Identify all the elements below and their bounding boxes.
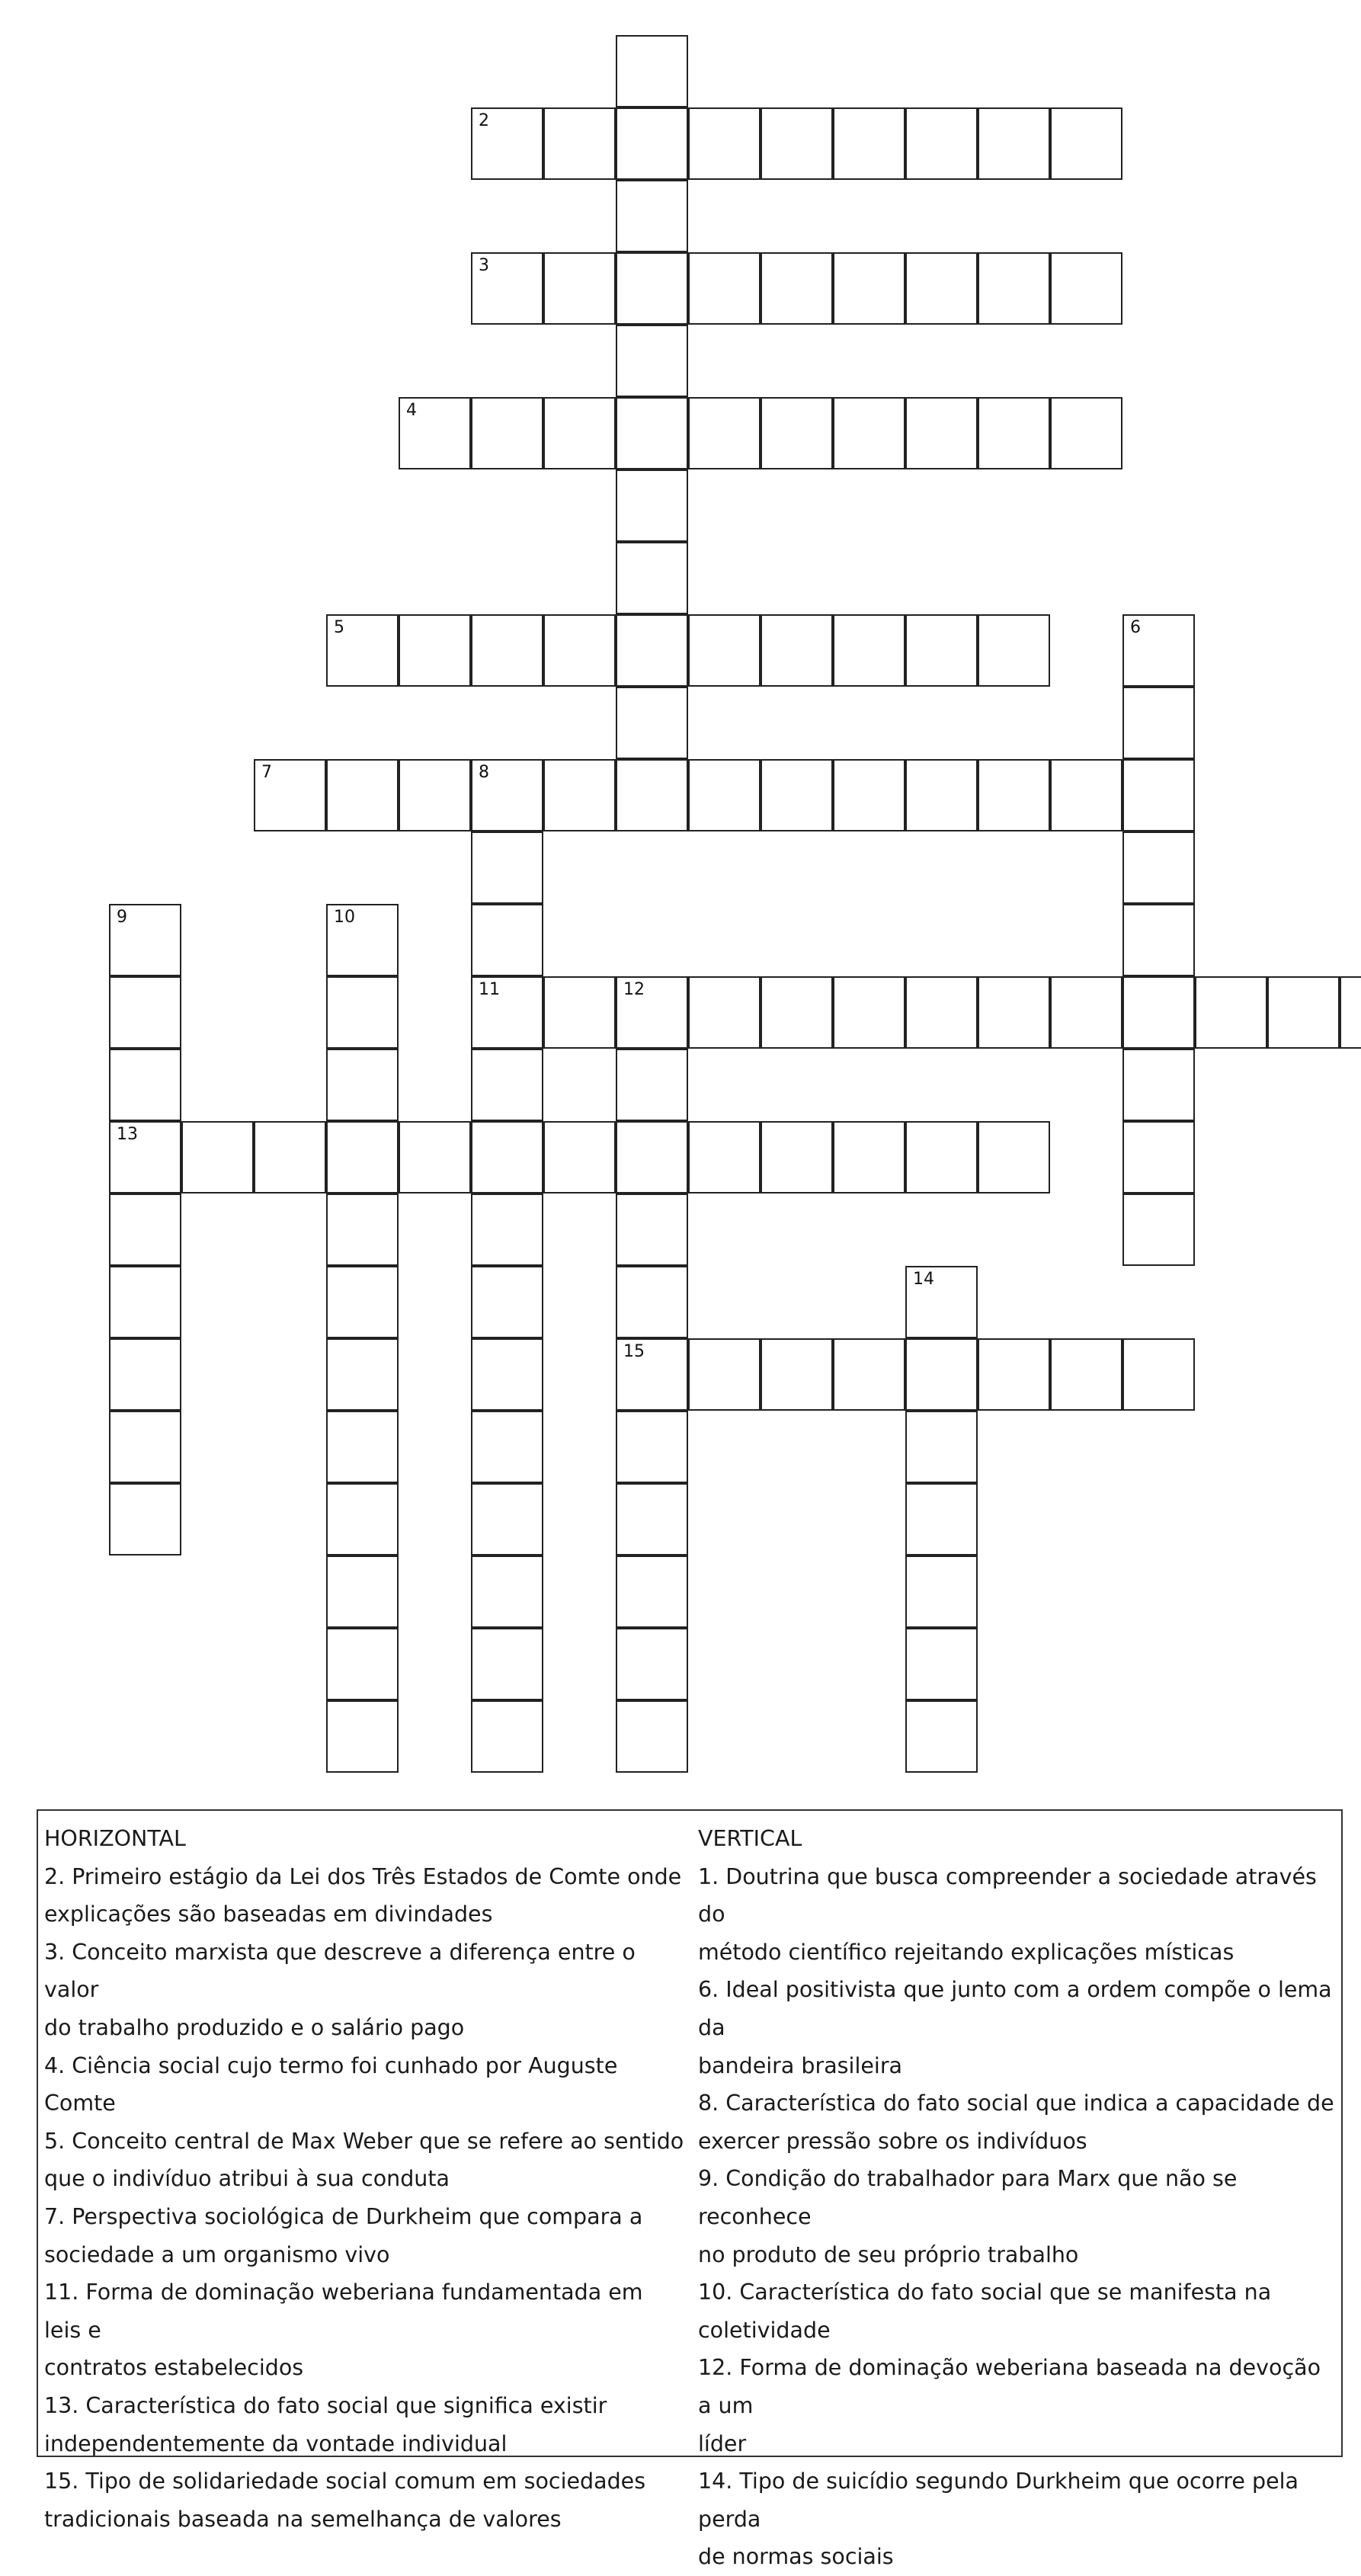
clue-line: 8. Característica do fato social que indica a capacidade de	[698, 2091, 1334, 2116]
grid-cell[interactable]	[761, 1121, 833, 1193]
grid-cell[interactable]	[905, 397, 978, 469]
clue-line: sociedade a um organismo vivo	[44, 2241, 390, 2267]
clue-number: 13	[117, 1125, 138, 1144]
grid-cell[interactable]	[688, 107, 761, 180]
grid-cell[interactable]	[905, 1338, 978, 1411]
clue-line: 12. Forma de dominação weberiana baseada na devoção a um	[698, 2355, 1321, 2418]
grid-cell[interactable]	[761, 107, 833, 180]
grid-cell[interactable]	[1050, 759, 1122, 831]
grid-cell[interactable]	[326, 1628, 399, 1700]
grid-cell[interactable]	[326, 759, 399, 831]
grid-cell[interactable]	[1122, 687, 1195, 759]
grid-cell[interactable]	[109, 1193, 181, 1266]
grid-cell[interactable]	[254, 1121, 326, 1193]
grid-cell[interactable]	[326, 1411, 399, 1483]
grid-cell[interactable]	[399, 614, 471, 687]
grid-cell[interactable]	[688, 252, 761, 325]
grid-cell[interactable]	[616, 687, 688, 759]
grid-cell[interactable]	[109, 1266, 181, 1338]
grid-cell[interactable]	[399, 397, 471, 469]
clue-number: 2	[479, 111, 489, 130]
grid-cell[interactable]	[833, 252, 905, 325]
grid-cell[interactable]	[905, 976, 978, 1049]
grid-cell[interactable]	[326, 1483, 399, 1556]
grid-cell[interactable]	[616, 252, 688, 325]
clue-line: 10. Característica do fato social que se manifesta na	[698, 2280, 1272, 2305]
grid-cell[interactable]	[905, 1266, 978, 1338]
grid-cell[interactable]	[1050, 1338, 1122, 1411]
grid-cell[interactable]	[1122, 976, 1195, 1049]
grid-cell[interactable]	[905, 1411, 978, 1483]
grid-cell[interactable]	[761, 252, 833, 325]
grid-cell[interactable]	[471, 831, 543, 904]
grid-cell[interactable]	[471, 107, 543, 180]
grid-cell[interactable]	[833, 976, 905, 1049]
grid-cell[interactable]	[471, 759, 543, 831]
clue-line: independentemente da vontade individual	[44, 2430, 508, 2456]
grid-cell[interactable]	[616, 35, 688, 107]
grid-cell[interactable]	[616, 759, 688, 831]
grid-cell[interactable]	[616, 1411, 688, 1483]
clue-line: 14. Tipo de suicídio segundo Durkheim que ocorre pela perda	[698, 2469, 1299, 2532]
grid-cell[interactable]	[1122, 614, 1195, 687]
grid-cell[interactable]	[1340, 976, 1361, 1049]
grid-cell[interactable]	[399, 759, 471, 831]
clue-number: 11	[479, 980, 500, 999]
clue-box	[37, 1809, 1343, 2570]
grid-cell[interactable]	[471, 252, 543, 325]
grid-cell[interactable]	[471, 397, 543, 469]
clue-number: 9	[117, 908, 127, 927]
grid-cell[interactable]	[109, 1483, 181, 1556]
grid-cell[interactable]	[399, 1121, 471, 1193]
grid-cell[interactable]	[616, 180, 688, 252]
grid-cell[interactable]	[471, 1700, 543, 1773]
grid-cell[interactable]	[833, 1338, 905, 1411]
grid-cell[interactable]	[688, 614, 761, 687]
grid-cell[interactable]	[616, 1193, 688, 1266]
grid-cell[interactable]	[471, 1121, 543, 1193]
grid-cell[interactable]	[543, 759, 616, 831]
grid-cell[interactable]	[471, 1049, 543, 1121]
grid-cell[interactable]	[1050, 397, 1122, 469]
clue-line: contratos estabelecidos	[44, 2355, 304, 2381]
grid-cell[interactable]	[616, 1628, 688, 1700]
grid-cell[interactable]	[326, 1049, 399, 1121]
grid-cell[interactable]	[326, 1556, 399, 1628]
grid-cell[interactable]	[471, 1193, 543, 1266]
grid-cell[interactable]	[543, 614, 616, 687]
grid-cell[interactable]	[1267, 976, 1340, 1049]
grid-cell[interactable]	[761, 614, 833, 687]
grid-cell[interactable]	[616, 542, 688, 614]
grid-cell[interactable]	[254, 759, 326, 831]
grid-cell[interactable]	[688, 1338, 761, 1411]
grid-cell[interactable]	[326, 904, 399, 976]
grid-cell[interactable]	[109, 1049, 181, 1121]
grid-cell[interactable]	[1122, 1193, 1195, 1266]
clue-line: de normas sociais	[698, 2544, 894, 2570]
grid-cell[interactable]	[471, 1411, 543, 1483]
grid-cell[interactable]	[978, 252, 1050, 325]
grid-cell[interactable]	[833, 397, 905, 469]
clue-line: 6. Ideal positivista que junto com a ordem compõe o lema da	[698, 1977, 1332, 2040]
grid-cell[interactable]	[326, 1193, 399, 1266]
horizontal-clue-list	[44, 1858, 684, 2539]
grid-cell[interactable]	[471, 614, 543, 687]
vertical-clues	[698, 1820, 1338, 2576]
grid-cell[interactable]	[616, 976, 688, 1049]
grid-cell[interactable]	[688, 1121, 761, 1193]
grid-cell[interactable]	[905, 1121, 978, 1193]
grid-cell[interactable]	[616, 614, 688, 687]
clue-number: 8	[479, 763, 489, 782]
clue-line: 7. Perspectiva sociológica de Durkheim que compara a	[44, 2203, 643, 2229]
grid-cell[interactable]	[326, 1266, 399, 1338]
grid-cell[interactable]	[1122, 1121, 1195, 1193]
grid-cell[interactable]	[616, 1049, 688, 1121]
grid-cell[interactable]	[833, 1121, 905, 1193]
grid-cell[interactable]	[616, 397, 688, 469]
grid-cell[interactable]	[978, 1338, 1050, 1411]
grid-cell[interactable]	[616, 1338, 688, 1411]
clue-number: 12	[623, 980, 645, 999]
grid-cell[interactable]	[616, 1700, 688, 1773]
horizontal-clues	[44, 1820, 684, 2538]
clue-line: 3. Conceito marxista que descreve a diferença entre o valor	[44, 1939, 636, 2003]
clue-line: 1. Doutrina que busca compreender a sociedade através do	[698, 1863, 1317, 1927]
grid-cell[interactable]	[761, 759, 833, 831]
clue-line: 5. Conceito central de Max Weber que se refere ao sentido	[44, 2128, 684, 2154]
clue-line: exercer pressão sobre os indivíduos	[698, 2128, 1087, 2154]
clue-number: 15	[623, 1342, 645, 1361]
clue-number: 7	[261, 763, 272, 782]
grid-cell[interactable]	[978, 107, 1050, 180]
clue-line: tradicionais baseada na semelhança de valores	[44, 2506, 562, 2532]
clue-number: 10	[334, 908, 355, 927]
grid-cell[interactable]	[1195, 976, 1267, 1049]
grid-cell[interactable]	[543, 397, 616, 469]
grid-cell[interactable]	[543, 107, 616, 180]
grid-cell[interactable]	[471, 1483, 543, 1556]
clue-line: 11. Forma de dominação weberiana fundamentada em leis e	[44, 2280, 643, 2343]
grid-cell[interactable]	[326, 614, 399, 687]
clue-line: que o indivíduo atribui à sua conduta	[44, 2166, 450, 2192]
grid-cell[interactable]	[543, 976, 616, 1049]
clue-line: líder	[698, 2430, 747, 2456]
grid-cell[interactable]	[471, 976, 543, 1049]
clue-line: do trabalho produzido e o salário pago	[44, 2014, 465, 2040]
clue-number: 14	[913, 1270, 934, 1289]
grid-cell[interactable]	[833, 759, 905, 831]
grid-cell[interactable]	[109, 904, 181, 976]
clue-line: no produto de seu próprio trabalho	[698, 2241, 1079, 2267]
clue-line: 15. Tipo de solidariedade social comum em sociedades	[44, 2469, 646, 2494]
clue-line: 9. Condição do trabalhador para Marx que não se reconhece	[698, 2166, 1238, 2229]
grid-cell[interactable]	[1050, 252, 1122, 325]
clue-line: 4. Ciência social cujo termo foi cunhado por Auguste Comte	[44, 2052, 618, 2116]
grid-cell[interactable]	[326, 976, 399, 1049]
grid-cell[interactable]	[978, 614, 1050, 687]
grid-cell[interactable]	[1122, 1338, 1195, 1411]
horizontal-heading: HORIZONTAL	[44, 1826, 186, 1851]
clue-line: 2. Primeiro estágio da Lei dos Três Estados de Comte onde	[44, 1863, 682, 1889]
grid-cell[interactable]	[616, 1121, 688, 1193]
clue-line: explicações são baseadas em divindades	[44, 1902, 493, 1927]
grid-cell[interactable]	[109, 1121, 181, 1193]
grid-cell[interactable]	[978, 976, 1050, 1049]
grid-cell[interactable]	[905, 252, 978, 325]
grid-cell[interactable]	[833, 107, 905, 180]
grid-cell[interactable]	[833, 614, 905, 687]
grid-cell[interactable]	[905, 1483, 978, 1556]
vertical-clue-list	[698, 1858, 1338, 2576]
grid-cell[interactable]	[109, 976, 181, 1049]
grid-cell[interactable]	[905, 614, 978, 687]
grid-cell[interactable]	[181, 1121, 254, 1193]
grid-cell[interactable]	[978, 759, 1050, 831]
grid-cell[interactable]	[905, 1700, 978, 1773]
grid-cell[interactable]	[543, 1121, 616, 1193]
grid-cell[interactable]	[761, 976, 833, 1049]
grid-cell[interactable]	[688, 759, 761, 831]
clue-number: 5	[334, 618, 344, 637]
grid-cell[interactable]	[905, 1556, 978, 1628]
grid-cell[interactable]	[978, 1121, 1050, 1193]
grid-cell[interactable]	[1050, 976, 1122, 1049]
grid-cell[interactable]	[1050, 107, 1122, 180]
grid-cell[interactable]	[471, 1556, 543, 1628]
grid-cell[interactable]	[761, 397, 833, 469]
grid-cell[interactable]	[616, 1266, 688, 1338]
clue-number: 4	[406, 401, 417, 420]
clue-line: coletividade	[698, 2317, 831, 2343]
grid-cell[interactable]	[109, 1411, 181, 1483]
grid-cell[interactable]	[326, 1121, 399, 1193]
grid-cell[interactable]	[616, 469, 688, 542]
grid-cell[interactable]	[471, 1266, 543, 1338]
grid-cell[interactable]	[471, 904, 543, 976]
grid-cell[interactable]	[616, 325, 688, 397]
grid-cell[interactable]	[978, 397, 1050, 469]
grid-cell[interactable]	[616, 107, 688, 180]
clue-number: 6	[1130, 618, 1141, 637]
grid-cell[interactable]	[688, 397, 761, 469]
grid-cell[interactable]	[905, 107, 978, 180]
grid-cell[interactable]	[326, 1338, 399, 1411]
grid-cell[interactable]	[471, 1338, 543, 1411]
clue-line: 13. Característica do fato social que significa existir	[44, 2392, 607, 2418]
grid-cell[interactable]	[1122, 1049, 1195, 1121]
grid-cell[interactable]	[326, 1700, 399, 1773]
grid-cell[interactable]	[616, 1483, 688, 1556]
grid-cell[interactable]	[905, 1628, 978, 1700]
grid-cell[interactable]	[1122, 759, 1195, 831]
grid-cell[interactable]	[905, 759, 978, 831]
grid-cell[interactable]	[1122, 904, 1195, 976]
grid-cell[interactable]	[471, 1628, 543, 1700]
clue-number: 3	[479, 256, 489, 275]
clue-line: método científico rejeitando explicações místicas	[698, 1939, 1235, 1965]
grid-cell[interactable]	[543, 252, 616, 325]
grid-cell[interactable]	[616, 1556, 688, 1628]
clue-line: bandeira brasileira	[698, 2052, 902, 2078]
grid-cell[interactable]	[761, 1338, 833, 1411]
vertical-heading: VERTICAL	[698, 1826, 802, 1851]
grid-cell[interactable]	[688, 976, 761, 1049]
grid-cell[interactable]	[109, 1338, 181, 1411]
grid-cell[interactable]	[1122, 831, 1195, 904]
